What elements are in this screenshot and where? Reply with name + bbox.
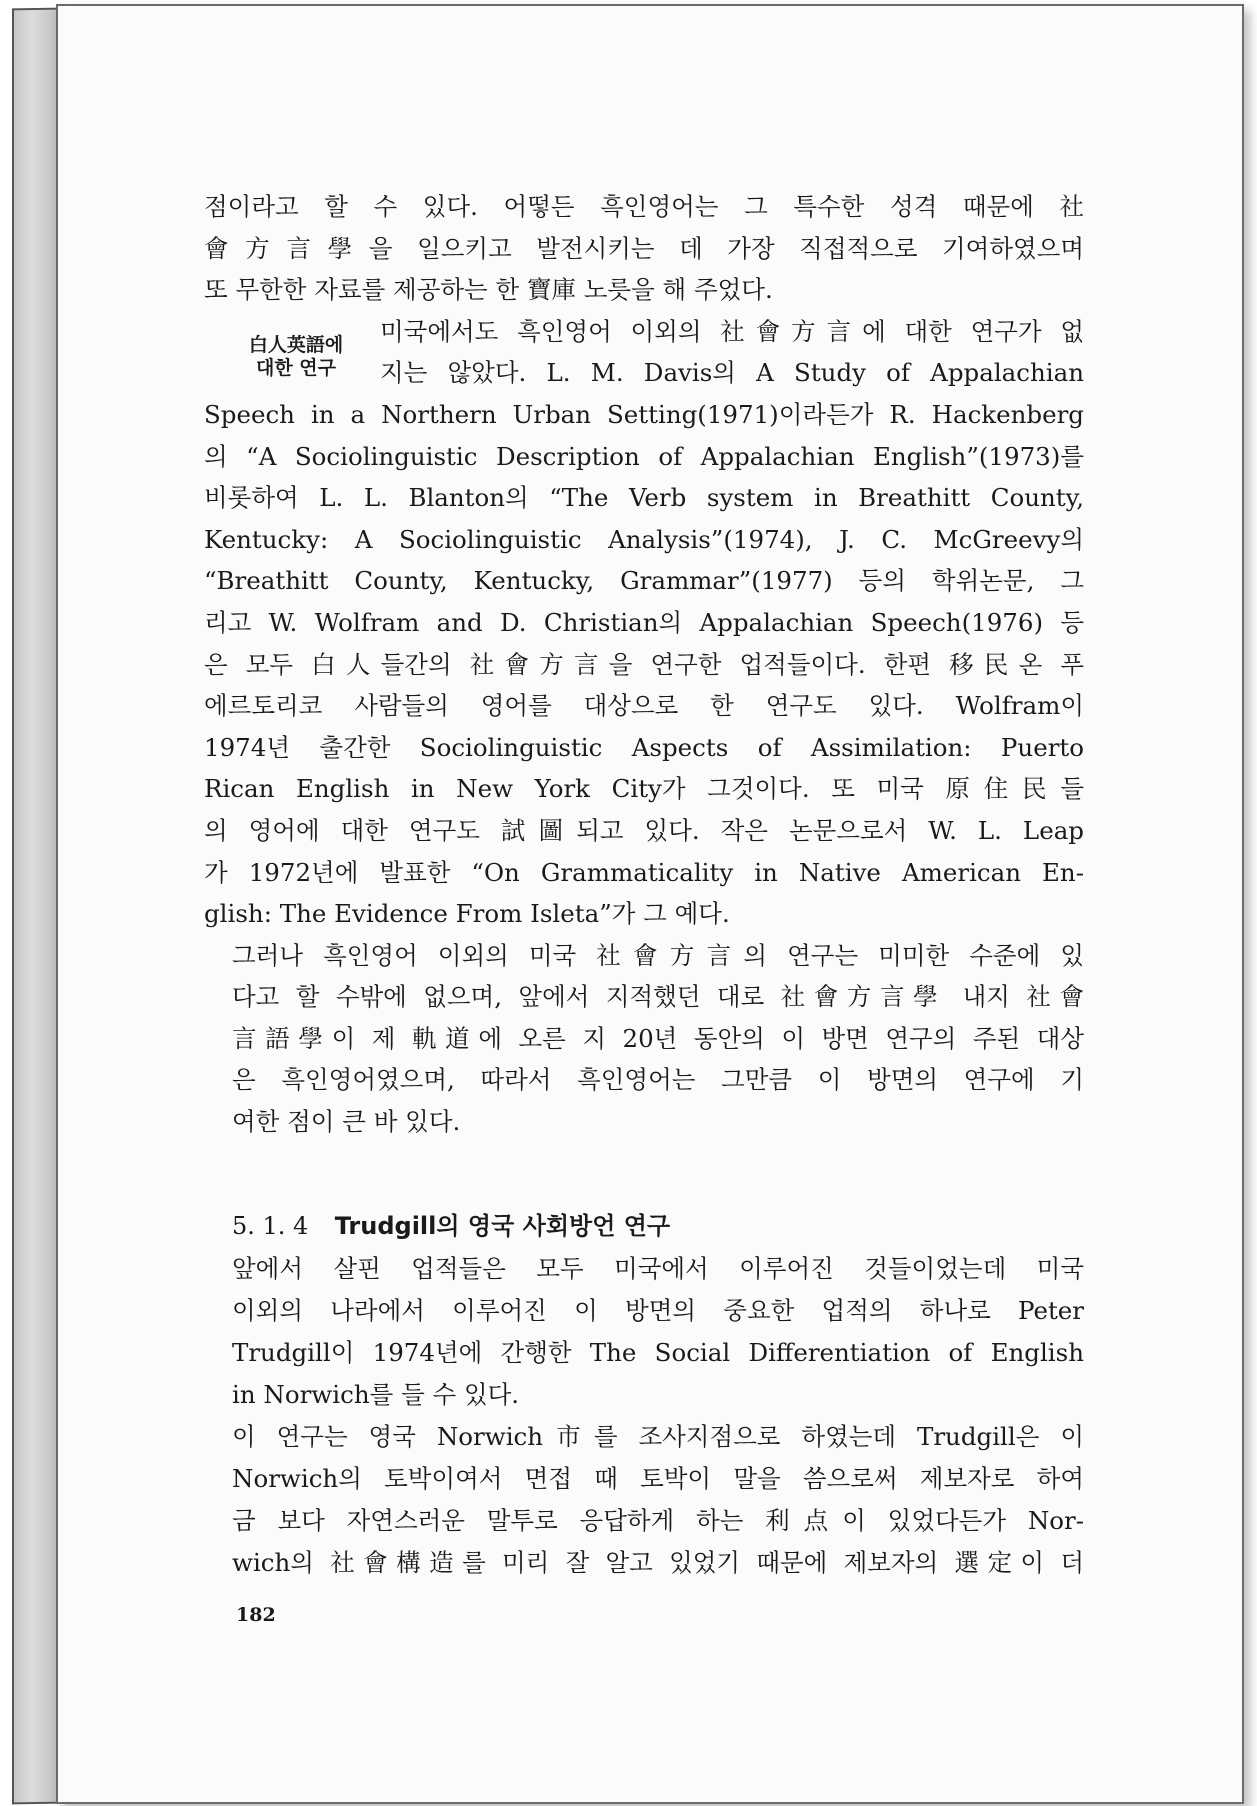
text-line: glish: The Evidence From Isleta”가 그 예다.: [204, 899, 730, 929]
section-heading: [232, 1206, 670, 1246]
section-number: 5. 1. 4: [232, 1212, 309, 1240]
text-line: wich의 社會構造를 미리 잘 알고 있었기 때문에 제보자의 選定이 더: [232, 1548, 1084, 1577]
text-line: Kentucky: A Sociolinguistic Analysis”(1974), J. C. McGreevy의: [204, 524, 1084, 554]
text-line: 점이라고 할 수 있다. 어떻든 흑인영어는 그 특수한 성격 때문에 社: [204, 192, 1084, 221]
text-line: 다고 할 수밖에 없으며, 앞에서 지적했던 대로 社會方言學 내지 社會: [232, 982, 1084, 1012]
margin-note-line: 대한 연구: [255, 357, 337, 379]
body-text-bottom: [204, 1248, 1084, 1584]
text-line: 그러나 흑인영어 이외의 미국 社會方言의 연구는 미미한 수준에 있: [232, 940, 1084, 970]
text-line: 여한 점이 큰 바 있다.: [232, 1107, 461, 1137]
page-number: 182: [236, 1604, 276, 1626]
section-title: Trudgill의 영국 사회방언 연구: [334, 1212, 671, 1240]
text-line: 1974년 출간한 Sociolinguistic Aspects of Assimilation: Puerto: [204, 732, 1084, 762]
text-line: 비롯하여 L. L. Blanton의 “The Verb system in Breathitt County,: [204, 483, 1084, 513]
text-line: 미국에서도 흑인영어 이외의 社會方言에 대한 연구가 없: [380, 316, 1084, 346]
margin-note-line: 白人英語에: [248, 334, 344, 356]
text-line: 이 연구는 영국 Norwich市를 조사지점으로 하였는데 Trudgill은 이: [232, 1422, 1084, 1451]
text-line: 言語學이 제 軌道에 오른 지 20년 동안의 이 방면 연구의 주된 대상: [232, 1023, 1084, 1053]
text-line: Trudgill이 1974년에 간행한 The Social Differentiation of English: [232, 1338, 1084, 1367]
paragraph-5: [204, 1416, 1084, 1584]
text-line: 은 모두 白人들간의 社會方言을 연구한 업적들이다. 한편 移民온 푸: [204, 649, 1084, 679]
body-text-top: [204, 186, 1084, 1143]
text-line: Rican English in New York City가 그것이다. 또 미국 原住民들: [204, 774, 1084, 804]
text-line: 가 1972년에 발표한 “On Grammaticality in Native American En-: [204, 857, 1084, 887]
text-line: in Norwich를 들 수 있다.: [232, 1380, 520, 1409]
text-line: 리고 W. Wolfram and D. Christian의 Appalachian Speech(1976) 등: [204, 607, 1084, 637]
text-line: 의 영어에 대한 연구도 試圖되고 있다. 작은 논문으로서 W. L. Leap: [204, 815, 1084, 845]
text-line: 금 보다 자연스러운 말투로 응답하게 하는 利点이 있었다든가 Nor-: [232, 1506, 1084, 1535]
text-line: 이외의 나라에서 이루어진 이 방면의 중요한 업적의 하나로 Peter: [232, 1296, 1084, 1325]
paragraph-4: [204, 1248, 1084, 1416]
book-spine: [12, 8, 60, 1805]
text-line: Speech in a Northern Urban Setting(1971)이라든가 R. Hackenberg: [204, 399, 1084, 429]
text-line: 지는 않았다. L. M. Davis의 A Study of Appalachian: [380, 358, 1084, 388]
text-line: “Breathitt County, Kentucky, Grammar”(1977) 등의 학위논문, 그: [204, 566, 1084, 596]
text-line: 또 무한한 자료를 제공하는 한 寶庫 노릇을 해 주었다.: [204, 275, 773, 305]
text-line: 앞에서 살핀 업적들은 모두 미국에서 이루어진 것들이었는데 미국: [232, 1254, 1084, 1283]
text-line: 에르토리코 사람들의 영어를 대상으로 한 연구도 있다. Wolfram이: [204, 691, 1084, 721]
paragraph-3: [204, 935, 1084, 1143]
text-line: 會方言學을 일으키고 발전시키는 데 가장 직접적으로 기여하였으며: [204, 233, 1084, 263]
paragraph-1: [204, 186, 1084, 311]
text-line: 의 “A Sociolinguistic Description of Appalachian English”(1973)를: [204, 441, 1084, 471]
text-line: 은 흑인영어였으며, 따라서 흑인영어는 그만큼 이 방면의 연구에 기: [232, 1065, 1084, 1095]
paragraph-2: [204, 311, 1084, 935]
text-line: Norwich의 토박이여서 면접 때 토박이 말을 씀으로써 제보자로 하여: [232, 1464, 1084, 1493]
